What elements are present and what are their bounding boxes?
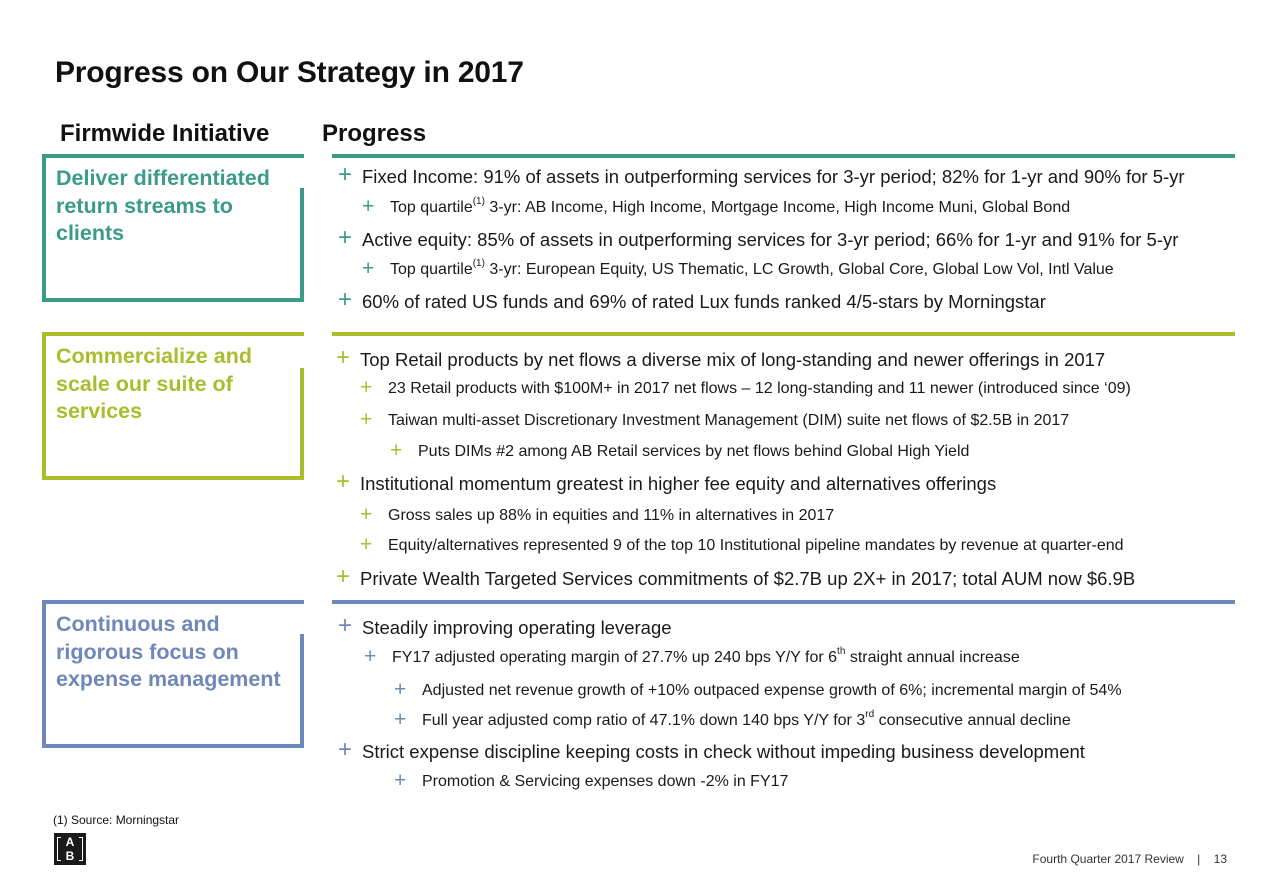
plus-icon: + [394, 769, 407, 792]
progress-bullet: + Private Wealth Targeted Services commitments of $2.7B up 2X+ in 2017; total AUM now $6.9B [336, 563, 1136, 590]
plus-icon: + [338, 161, 353, 188]
page-title: Progress on Our Strategy in 2017 [55, 56, 524, 89]
progress-bullet: + Strict expense discipline keeping costs in check without impeding business development [338, 736, 1085, 763]
progress-sub-bullet: + 23 Retail products with $100M+ in 2017 net flows – 12 long-standing and 11 newer (introduced since ‘09) [360, 376, 1131, 399]
progress-bullet: + 60% of rated US funds and 69% of rated Lux funds ranked 4/5-stars by Morningstar [338, 286, 1046, 313]
section-top-rule [332, 600, 1235, 604]
progress-column-header: Progress [322, 120, 427, 147]
plus-icon: + [338, 286, 353, 313]
plus-icon: + [360, 503, 373, 526]
progress-bullet: + Top Retail products by net flows a diverse mix of long-standing and newer offerings in 2017 [336, 344, 1106, 371]
initiative-label: Commercialize and scale our suite of services [56, 344, 252, 423]
ab-logo: A B [54, 833, 86, 865]
plus-icon: + [394, 708, 407, 731]
footer [1032, 852, 1227, 866]
footnote: (1) Source: Morningstar [53, 813, 180, 827]
section-top-rule [332, 332, 1235, 336]
plus-icon: + [362, 195, 375, 218]
progress-sub-bullet: + Gross sales up 88% in equities and 11% in alternatives in 2017 [360, 503, 835, 526]
footer-label: Fourth Quarter 2017 Review [1032, 852, 1184, 866]
progress-sub-bullet: + Equity/alternatives represented 9 of the top 10 Institutional pipeline mandates by revenue at quarter-end [360, 533, 1124, 556]
progress-sub-sub-bullet: + Puts DIMs #2 among AB Retail services by net flows behind Global High Yield [390, 439, 970, 462]
plus-icon: + [338, 736, 353, 763]
plus-icon: + [362, 257, 375, 280]
initiative-label: Deliver differentiated return streams to clients [56, 166, 270, 245]
progress-sub-bullet: + FY17 adjusted operating margin of 27.7% up 240 bps Y/Y for 6th straight annual increase [364, 645, 1020, 668]
plus-icon: + [336, 468, 351, 495]
plus-icon: + [390, 439, 403, 462]
plus-icon: + [360, 408, 373, 431]
progress-sub-sub-bullet: + Adjusted net revenue growth of +10% outpaced expense growth of 6%; incremental margin of 54% [394, 678, 1122, 701]
footer-separator: | [1197, 852, 1201, 866]
initiative-column-header: Firmwide Initiative [60, 120, 270, 147]
plus-icon: + [336, 344, 351, 371]
plus-icon: + [364, 645, 377, 668]
plus-icon: + [338, 612, 353, 639]
progress-bullet: + Fixed Income: 91% of assets in outperforming services for 3-yr period; 82% for 1-yr and 90% for 5-yr [338, 161, 1185, 188]
plus-icon: + [338, 224, 353, 251]
initiative-label: Continuous and rigorous focus on expense management [56, 612, 281, 691]
progress-bullet: + Steadily improving operating leverage [338, 612, 672, 639]
progress-sub-bullet: + Top quartile$^{(1)}$ 3-yr: European Equity, US Thematic, LC Growth, Global Core, Global Low Vol, Intl Value [362, 257, 1114, 280]
progress-sub-bullet: + Taiwan multi-asset Discretionary Investment Management (DIM) suite net flows of $2.5B in 2017 [360, 408, 1070, 431]
section-top-rule [332, 154, 1235, 158]
plus-icon: + [336, 563, 351, 590]
page-number: 13 [1213, 852, 1227, 866]
progress-bullet: + Institutional momentum greatest in higher fee equity and alternatives offerings [336, 468, 997, 495]
plus-icon: + [394, 678, 407, 701]
progress-bullet: + Active equity: 85% of assets in outperforming services for 3-yr period; 66% for 1-yr and 91% for 5-yr [338, 224, 1179, 251]
progress-sub-bullet: + Top quartile$^{(1)}$ 3-yr: AB Income, High Income, Mortgage Income, High Income Muni, Global Bond [362, 195, 1071, 218]
progress-sub-sub-bullet: + Full year adjusted comp ratio of 47.1% down 140 bps Y/Y for 3rd consecutive annual decline [394, 708, 1071, 731]
plus-icon: + [360, 533, 373, 556]
progress-sub-sub-bullet: + Promotion & Servicing expenses down -2% in FY17 [394, 769, 789, 792]
plus-icon: + [360, 376, 373, 399]
